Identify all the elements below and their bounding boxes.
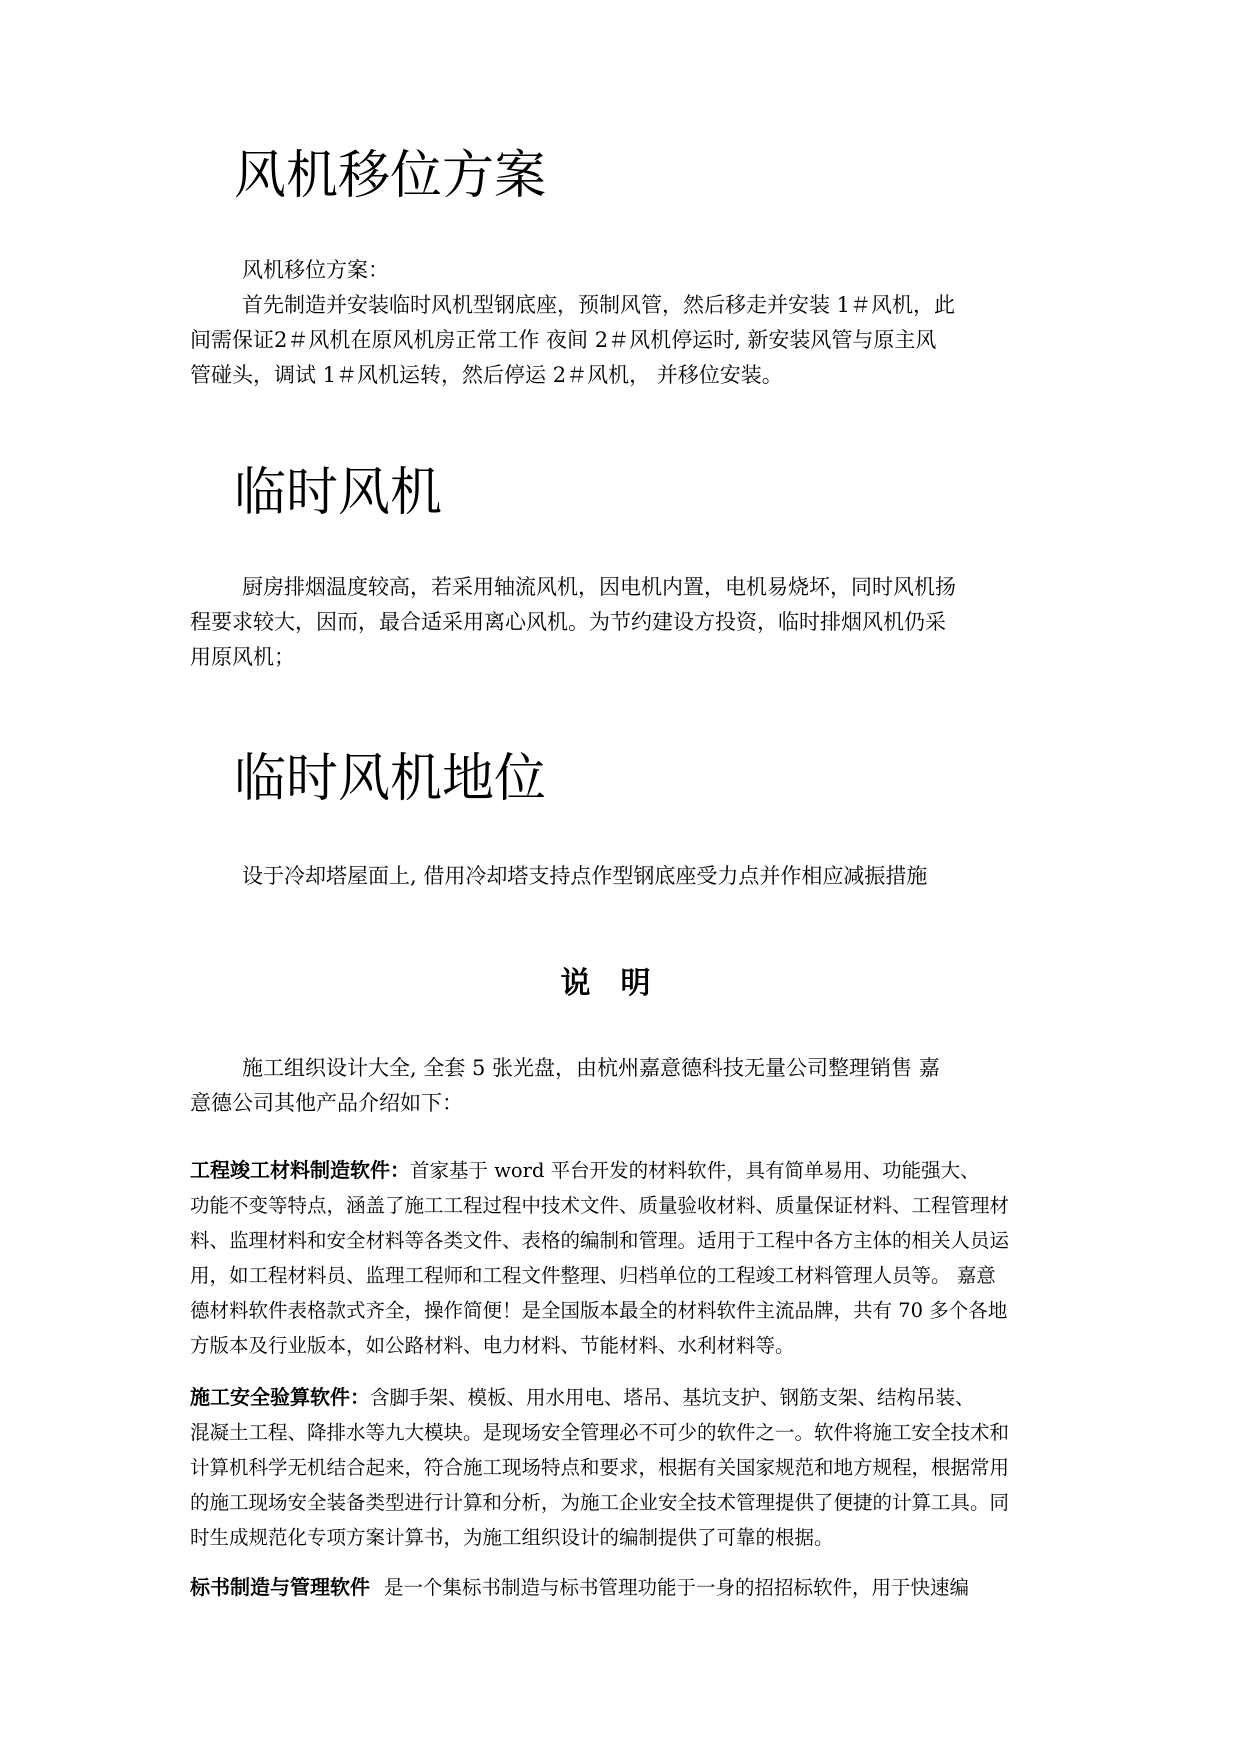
section-body-temporary-fan [190,570,1056,675]
product-text: 功能不变等特点，涵盖了施工工程过程中技术文件、质量验收材料、质量保证材料、工程管理材 [190,1194,1010,1217]
section-title-temporary-fan: 临时风机 [234,463,443,523]
product-text: 首家基于 word 平台开发的材料软件，具有简单易用、功能强大、 [410,1159,980,1182]
body-line: 首先制造并安装临时风机型钢底座，预制风管，然后移走并安装 1＃风机，此 [242,293,956,317]
product-text: 用，如工程材料员、监理工程师和工程文件整理、归档单位的工程竣工材料管理人员等。 嘉意 [190,1264,996,1287]
body-line: 施工组织设计大全, 全套 5 张光盘，由杭州嘉意德科技无量公司整理销售 嘉 [242,1056,940,1080]
product-text: 混凝土工程、降排水等九大模块。是现场安全管理必不可少的软件之一。软件将施工安全技术和 [190,1421,1010,1444]
notes-title: 说明 [560,966,681,1001]
body-line: 意德公司其他产品介绍如下： [190,1091,463,1115]
section-title-fan-relocation: 风机移位方案 [234,146,547,206]
product-label: 工程竣工材料制造软件： [190,1158,410,1182]
product-text: 的施工现场安全装备类型进行计算和分析，为施工企业安全技术管理提供了便捷的计算工具。同 [190,1491,1010,1514]
body-line: 用原风机； [190,645,295,669]
product-text: 是一个集标书制造与标书管理功能于一身的招招标软件，用于快速编 [384,1576,970,1599]
product-block-bid-documents [190,1570,1056,1605]
product-text: 料、监理材料和安全材料等各类文件、表格的编制和管理。适用于工程中各方主体的相关人员运 [190,1229,1010,1252]
product-text: 时生成规范化专项方案计算书，为施工组织设计的编制提供了可靠的根据。 [190,1526,834,1549]
body-line: 设于冷却塔屋面上, 借用冷却塔支持点作型钢底座受力点并作相应减振措施 [242,864,928,888]
body-line: 间需保证2＃风机在原风机房正常工作 夜间 2＃风机停运时, 新安装风管与原主风 [190,328,937,352]
product-text: 计算机科学无机结合起来，符合施工现场特点和要求，根据有关国家规范和地方规程，根据常用 [190,1456,1010,1479]
section-body-fan-relocation [190,253,1056,393]
body-line: 厨房排烟温度较高，若采用轴流风机，因电机内置，电机易烧坏，同时风机扬 [242,575,956,599]
product-text: 方版本及行业版本，如公路材料、电力材料、节能材料、水利材料等。 [190,1334,795,1357]
body-line: 程要求较大，因而，最合适采用离心风机。为节约建设方投资，临时排烟风机仍采 [190,610,946,634]
product-label: 施工安全验算软件： [190,1385,370,1409]
product-block-safety-calculation [190,1380,1056,1555]
body-line: 风机移位方案： [242,258,389,282]
product-block-completion-materials [190,1153,1056,1363]
product-label: 标书制造与管理软件 [190,1575,370,1599]
section-title-temporary-fan-position: 临时风机地位 [234,749,547,809]
product-text: 德材料软件表格款式齐全，操作简便！是全国版本最全的材料软件主流品牌，共有 70 多个各地 [190,1299,1008,1322]
notes-intro [190,1051,1056,1121]
product-text: 含脚手架、模板、用水用电、塔吊、基坑支护、钢筋支架、结构吊装、 [370,1386,975,1409]
body-line: 管碰头，调试 1＃风机运转，然后停运 2＃风机， 并移位安装。 [190,363,783,387]
section-body-temporary-fan-position [190,859,1056,894]
